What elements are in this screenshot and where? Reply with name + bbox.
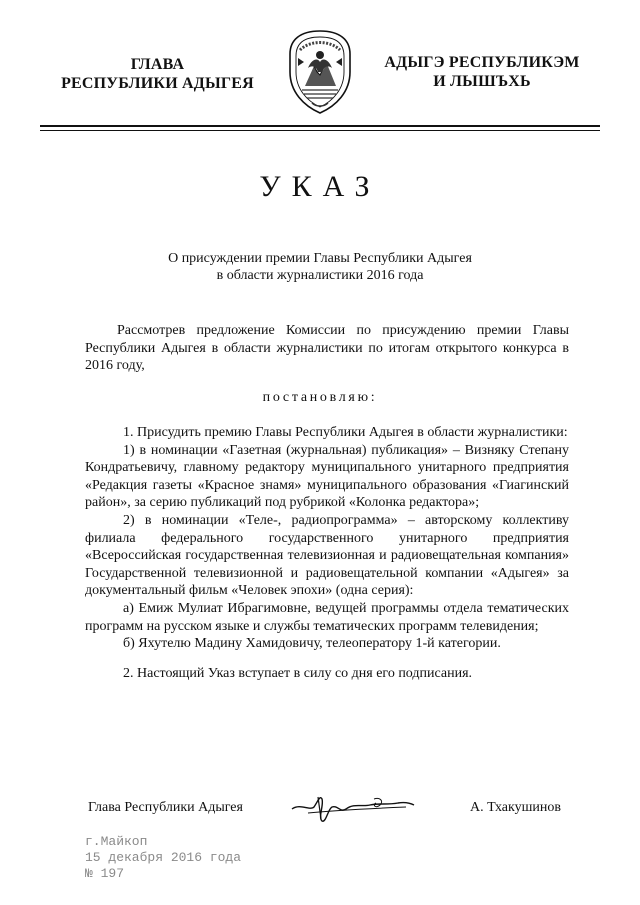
registration-number: № 197 [85, 866, 125, 881]
registration-city: г.Майкоп [85, 834, 148, 849]
preamble-paragraph: Рассмотрев предложение Комиссии по присуждению премии Главы Республики Адыгея в области журналистики по итогам открытого конкурса в 2016 году, [85, 323, 569, 374]
registration-block [85, 834, 241, 882]
subject-line-2: в области журналистики 2016 года [216, 268, 424, 283]
decree-item-2: 2. Настоящий Указ вступает в силу со дня его подписания. [123, 665, 473, 681]
issuer-line-1: ГЛАВА [130, 56, 185, 73]
issuer-adyghe-line-2: И ЛЫШЪХЬ [433, 73, 531, 90]
decree-item-1: 1. Присудить премию Главы Республики Адыгея в области журналистики: [123, 425, 568, 440]
laureate-b: б) Яхутелю Мадину Хамидовичу, телеоператору 1-й категории. [123, 636, 501, 652]
subject-line-1: О присуждении премии Главы Республики Адыгея [168, 251, 472, 266]
signatory-role: Глава Республики Адыгея [88, 800, 243, 815]
decree-items [85, 424, 569, 682]
handwritten-signature [288, 789, 418, 834]
document-title: УКАЗ [259, 170, 381, 203]
header-rule-thin [40, 130, 600, 131]
nomination-1: 1) в номинации «Газетная (журнальная) публикация» – Визняку Степану Кондратьевичу, главному редактору муниципального унитарного предприятия «Редакция газеты «Красное знамя» муниципального образования «Гиагинский район», за серию публикаций под рубрикой «Колонка редактора»; [85, 442, 569, 511]
nomination-2: 2) в номинации «Теле-, радиопрограмма» – авторскому коллективу филиала федерального государственного унитарного предприятия «Всероссийская государственная телевизионная и радиовещательная компания» Государственной телевизионной и радиовещательной компании «Адыгея» за документальный фильм «Человек эпохи» (одна серия): [85, 512, 569, 599]
issuer-adyghe-line-1: АДЫГЭ РЕСПУБЛИКЭМ [384, 54, 580, 71]
signatory-name: А. Тхакушинов [470, 800, 561, 815]
registration-date: 15 декабря 2016 года [85, 850, 242, 865]
issuer-line-2: РЕСПУБЛИКИ АДЫГЕЯ [61, 75, 254, 92]
header-rule-thick [40, 125, 600, 127]
issuer-title-adyghe [382, 53, 582, 91]
laureate-a: а) Емиж Мулиат Ибрагимовне, ведущей программы отдела тематических программ на русском языке и службы тематических программ телевидения; [85, 600, 569, 634]
coat-of-arms-emblem-icon [270, 28, 370, 121]
decree-word: постановляю: [262, 390, 378, 405]
issuer-title-russian [55, 55, 260, 93]
document-subject [100, 250, 540, 284]
